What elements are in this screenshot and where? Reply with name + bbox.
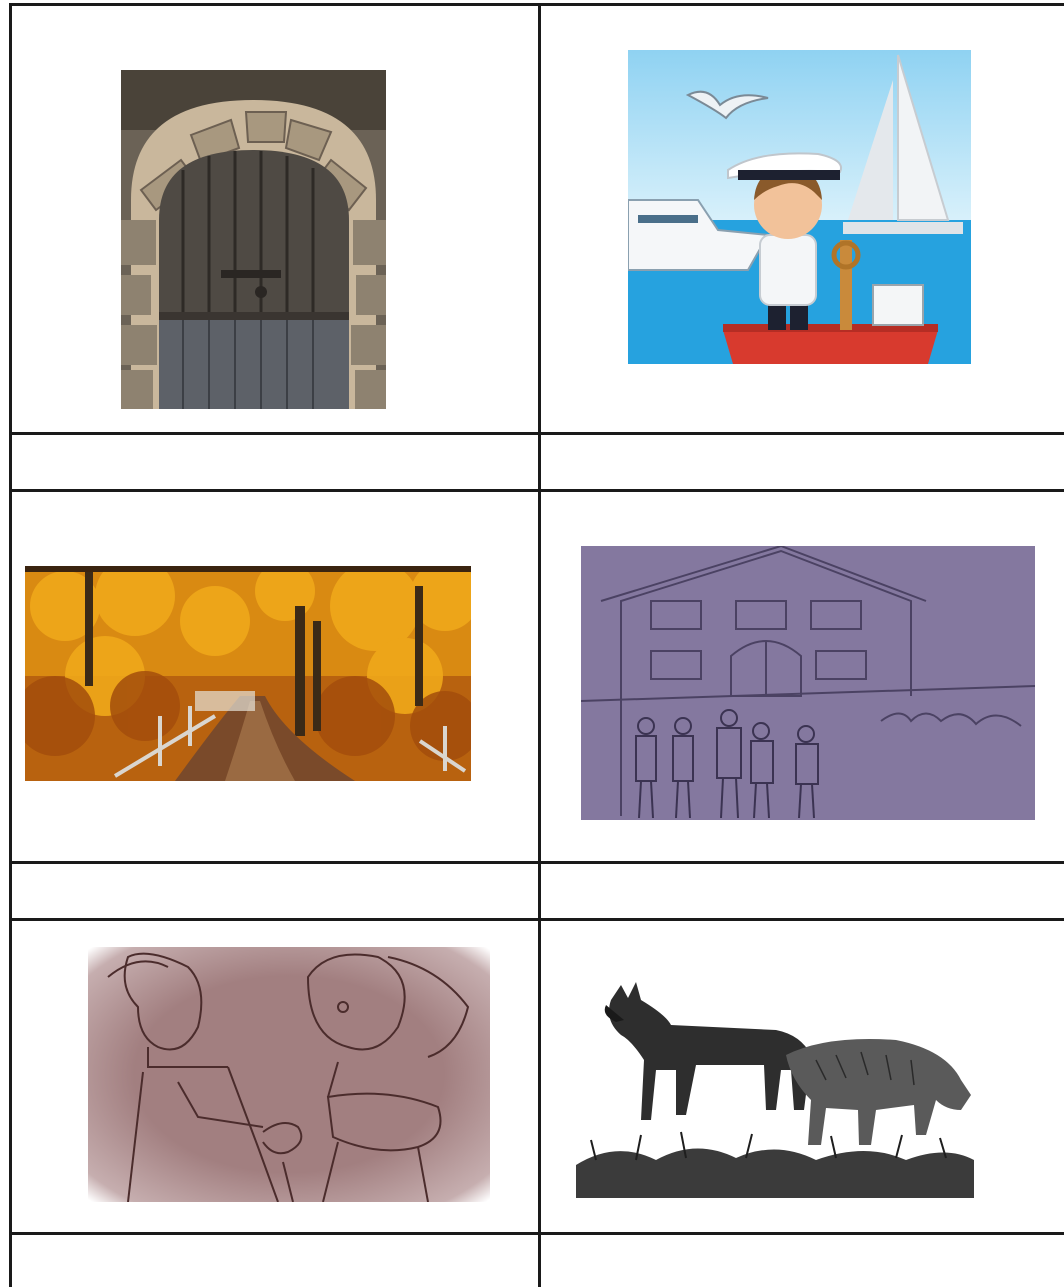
table-row-divider <box>9 489 1064 492</box>
wolves-picture <box>576 960 974 1198</box>
answer-cell-1-right[interactable] <box>541 435 1064 489</box>
door-picture <box>121 70 386 409</box>
couple-sketch-picture <box>88 947 490 1202</box>
table-border-top <box>9 3 1064 6</box>
building-sketch-picture <box>581 546 1035 820</box>
answer-cell-3-left[interactable] <box>12 1235 538 1287</box>
answer-cell-3-right[interactable] <box>541 1235 1064 1287</box>
sailor-picture <box>628 50 971 364</box>
answer-cell-1-left[interactable] <box>12 435 538 489</box>
answer-cell-2-left[interactable] <box>12 864 538 918</box>
table-row-divider <box>9 918 1064 921</box>
table-border-left <box>9 3 12 1287</box>
table-column-divider <box>538 3 541 1287</box>
autumn-forest-picture <box>25 566 471 781</box>
answer-cell-2-right[interactable] <box>541 864 1064 918</box>
